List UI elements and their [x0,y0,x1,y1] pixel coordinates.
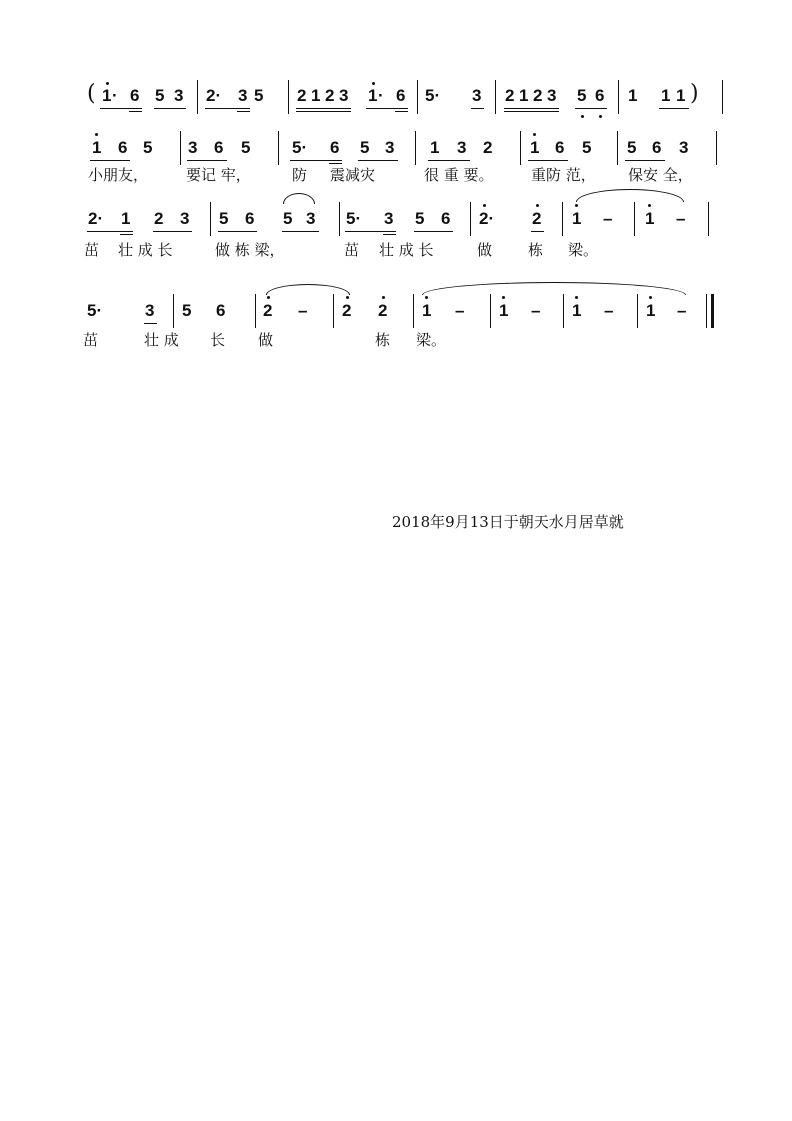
note: 6 [441,209,451,228]
note: 1 [645,209,655,228]
barline [618,80,619,114]
note: 1 [102,86,112,105]
underline [205,108,250,109]
lyric: 做 [477,241,493,259]
note: 6 [555,138,565,157]
notes-row-1 [0,82,792,112]
note: 1 [628,86,638,105]
note: – [676,209,686,228]
underline [528,160,568,161]
slur [422,282,686,295]
note: 2 [532,209,542,228]
final-barline-thick [711,294,714,328]
note: 5 [155,86,165,105]
high-octave-dot [425,296,428,299]
note: 5 [143,138,153,157]
barline [333,294,334,328]
note: 5 [241,138,251,157]
lyric: 做 [258,331,274,349]
note: 5 [182,301,192,320]
note: 3 [679,138,689,157]
underline [129,111,142,112]
note: 5· [346,209,362,228]
note: 5 [582,138,592,157]
underline [90,160,130,161]
lyric: 很 重 要。 [424,166,494,184]
lyric: 茁 [344,241,360,259]
barline [278,131,279,165]
note: 3 [384,209,394,228]
lyric: 梁。 [568,241,599,259]
note: 2 [154,209,164,228]
note: 6 [330,138,340,157]
lyric: 小朋友， [88,166,149,184]
underline [358,160,398,161]
underline [504,108,559,109]
slur [266,284,350,295]
note: 1 [661,86,671,105]
barline [288,80,289,114]
note: – [455,301,465,320]
high-octave-dot [267,296,270,299]
high-octave-dot [533,133,536,136]
lyric: 栋 [375,331,391,349]
note: 3 [188,138,198,157]
barline [520,131,521,165]
underline [504,111,559,112]
note: 5 [415,209,425,228]
note: 5 [627,138,637,157]
note: 3 [306,209,316,228]
lyrics-row-4 [0,331,792,361]
notes-row-4 [0,297,792,327]
note: 2 [483,138,493,157]
lyric: 长 [210,331,226,349]
underline [531,231,544,232]
underline [366,108,408,109]
underline [144,323,157,324]
underline [345,231,396,232]
lyric: 壮 成 长 [379,241,434,259]
barline [637,294,638,328]
note: 3 [145,301,155,320]
barline [708,202,709,236]
underline [575,108,607,109]
underline [659,108,689,109]
underline [87,231,133,232]
note: 1 [519,86,529,105]
barline [722,80,723,114]
underline [296,111,351,112]
underline [428,160,470,161]
note: – [677,301,687,320]
note: 3 [547,86,557,105]
note: 1 [572,209,582,228]
note-dot: · [378,86,384,105]
high-octave-dot [575,296,578,299]
underline [395,111,408,112]
high-octave-dot [95,133,98,136]
note: 3 [385,138,395,157]
underline [329,163,342,164]
underline [218,231,257,232]
underline [282,231,319,232]
low-octave-dot [599,115,602,118]
note: 2 [342,301,352,320]
note: 1 [311,86,321,105]
note: 3 [339,86,349,105]
note: 1 [121,209,131,228]
high-octave-dot [106,82,109,85]
barline [563,294,564,328]
note: 6 [118,138,128,157]
note: 6 [216,301,226,320]
note: 3 [238,86,248,105]
note: 5 [219,209,229,228]
note: 5· [425,86,441,105]
underline [153,231,192,232]
barline [417,80,418,114]
notes-row-3 [0,205,792,235]
note-dot: · [112,86,118,105]
barline [339,202,340,236]
note: 2· [206,86,222,105]
open-paren: ( [87,81,96,106]
high-octave-dot [382,296,385,299]
barline [197,80,198,114]
barline [617,131,618,165]
note: 5 [254,86,264,105]
note: 2 [325,86,335,105]
note: 1 [422,301,432,320]
barline [490,294,491,328]
note: 6 [595,86,605,105]
lyric: 壮 成 长 [118,241,173,259]
lyrics-row-3 [0,241,792,271]
high-octave-dot [372,82,375,85]
note: 6 [396,86,406,105]
underline [414,231,453,232]
note: 2 [297,86,307,105]
lyric: 茁 [84,241,100,259]
underline [237,111,250,112]
note: 5 [283,209,293,228]
lyric: 防 [292,166,308,184]
notes-row-2 [0,134,792,164]
barline [180,131,181,165]
barline [210,202,211,236]
note: 5· [87,301,103,320]
note: 1 [572,301,582,320]
note: 5 [577,86,587,105]
low-octave-dot [581,115,584,118]
lyric: 壮 成 [144,331,179,349]
note: 3 [457,138,467,157]
note: 3 [180,209,190,228]
lyric: 梁。 [416,331,447,349]
barline [173,294,174,328]
underline [120,234,133,235]
high-octave-dot [649,296,652,299]
lyric: 做 栋 梁， [215,241,285,259]
underline [154,108,186,109]
note: 1 [368,86,378,105]
note: – [531,301,541,320]
lyric: 栋 [528,241,544,259]
barline [716,131,717,165]
lyric: 保安 全， [628,166,693,184]
note: 1 [530,138,540,157]
high-octave-dot [648,204,651,207]
note: 6 [245,209,255,228]
lyric: 要记 牢， [186,166,251,184]
close-paren: ) [690,81,699,106]
high-octave-dot [502,296,505,299]
barline [634,202,635,236]
note: – [603,209,613,228]
note: 6 [130,86,140,105]
note: 6 [652,138,662,157]
lyric: 重防 范， [531,166,596,184]
lyric: 震减灾 [330,166,376,184]
note: 2 [533,86,543,105]
barline [562,202,563,236]
underline [100,108,142,109]
barline [470,202,471,236]
lyric: 茁 [83,331,99,349]
note: 2· [479,209,495,228]
note: 2 [505,86,515,105]
note: 1 [499,301,509,320]
note: 1 [430,138,440,157]
note: 3 [472,86,482,105]
final-barline-thin [706,294,707,328]
barline [255,294,256,328]
lyrics-row-2 [0,166,792,196]
high-octave-dot [536,204,539,207]
underline [187,160,227,161]
underline [471,108,484,109]
barline [413,294,414,328]
composition-date-note: 2018年9月13日于朝天水月居草就 [392,513,624,531]
note: 6 [214,138,224,157]
note: – [298,301,308,320]
note: 3 [174,86,184,105]
note: 2 [263,301,273,320]
high-octave-dot [575,204,578,207]
note: 2 [378,301,388,320]
note: 5 [360,138,370,157]
barline [415,131,416,165]
note: 1 [646,301,656,320]
underline [625,160,665,161]
high-octave-dot [346,296,349,299]
note: – [604,301,614,320]
underline [296,108,351,109]
note: 2· [88,209,104,228]
note: 1 [676,86,686,105]
underline [290,160,342,161]
note: 5· [292,138,308,157]
underline [383,234,396,235]
barline [495,80,496,114]
high-octave-dot [483,204,486,207]
note: 1 [92,138,102,157]
